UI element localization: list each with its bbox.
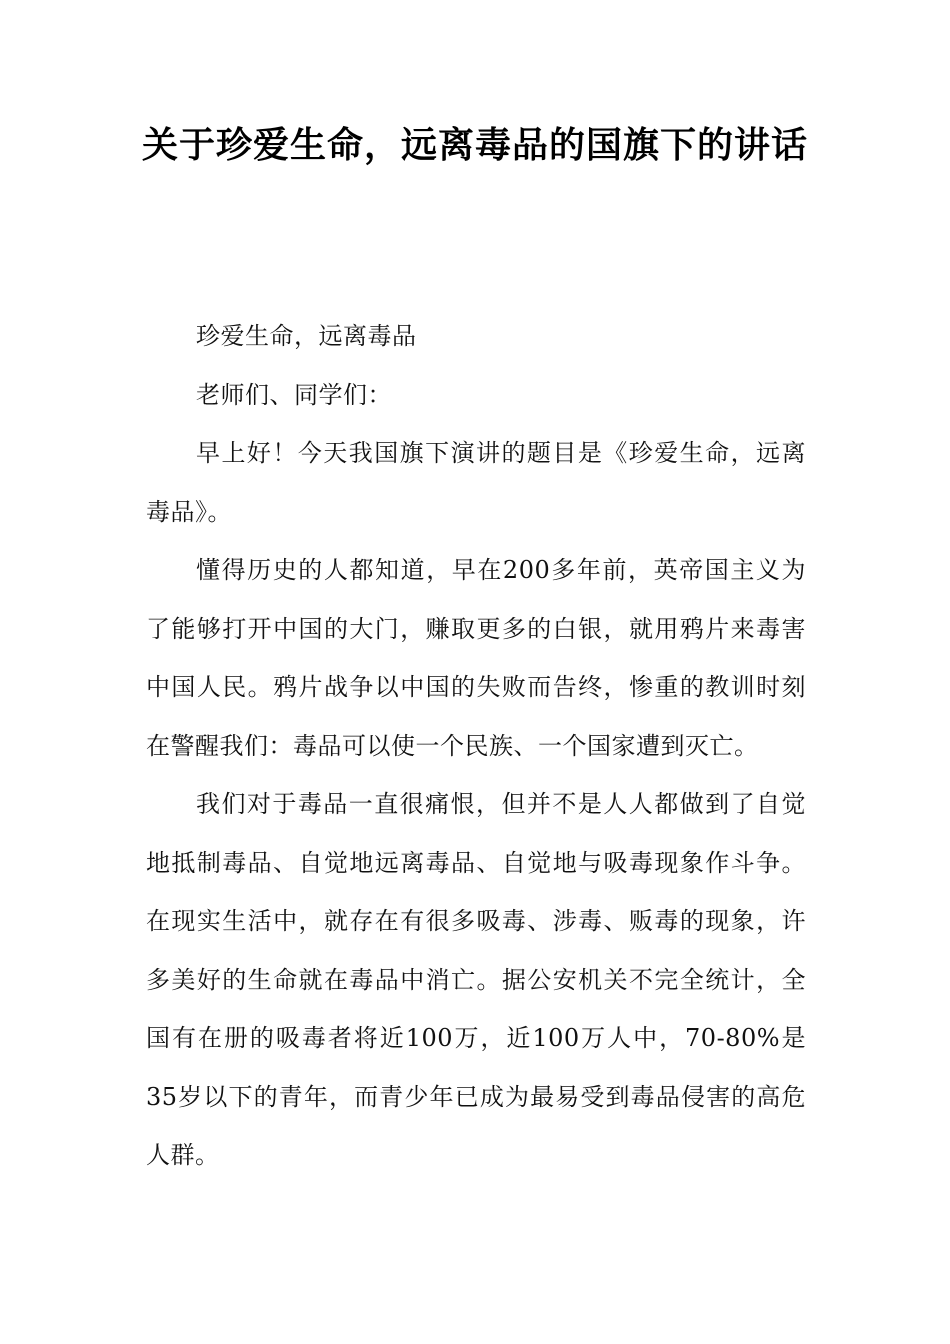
paragraph-intro: 早上好！今天我国旗下演讲的题目是《珍爱生命，远离毒品》。 bbox=[146, 439, 806, 526]
paragraph-subtitle: 珍爱生命，远离毒品 bbox=[196, 322, 417, 350]
paragraph-history: 懂得历史的人都知道，早在200多年前，英帝国主义为了能够打开中国的大门，赚取更多的白银，就用鸦片来毒害中国人民。鸦片战争以中国的失败而告终，惨重的教训时刻在警醒我们：毒品可以使一个民族、一个国家遭到灭亡。 bbox=[146, 556, 806, 760]
paragraph-greeting: 老师们、同学们： bbox=[196, 380, 392, 409]
document-title: 关于珍爱生命，远离毒品的国旗下的讲话 bbox=[141, 125, 808, 166]
paragraph-statistics: 我们对于毒品一直很痛恨，但并不是人人都做到了自觉地抵制毒品、自觉地远离毒品、自觉地与吸毒现象作斗争。在现实生活中，就存在有很多吸毒、涉毒、贩毒的现象，许多美好的生命就在毒品中消亡。据公安机关不完全统计，全国有在册的吸毒者将近100万，近100万人中，70-80%是35岁以下的青年，而青少年已成为最易受到毒品侵害的高危人群。 bbox=[146, 790, 806, 1169]
document-body bbox=[146, 307, 806, 1185]
